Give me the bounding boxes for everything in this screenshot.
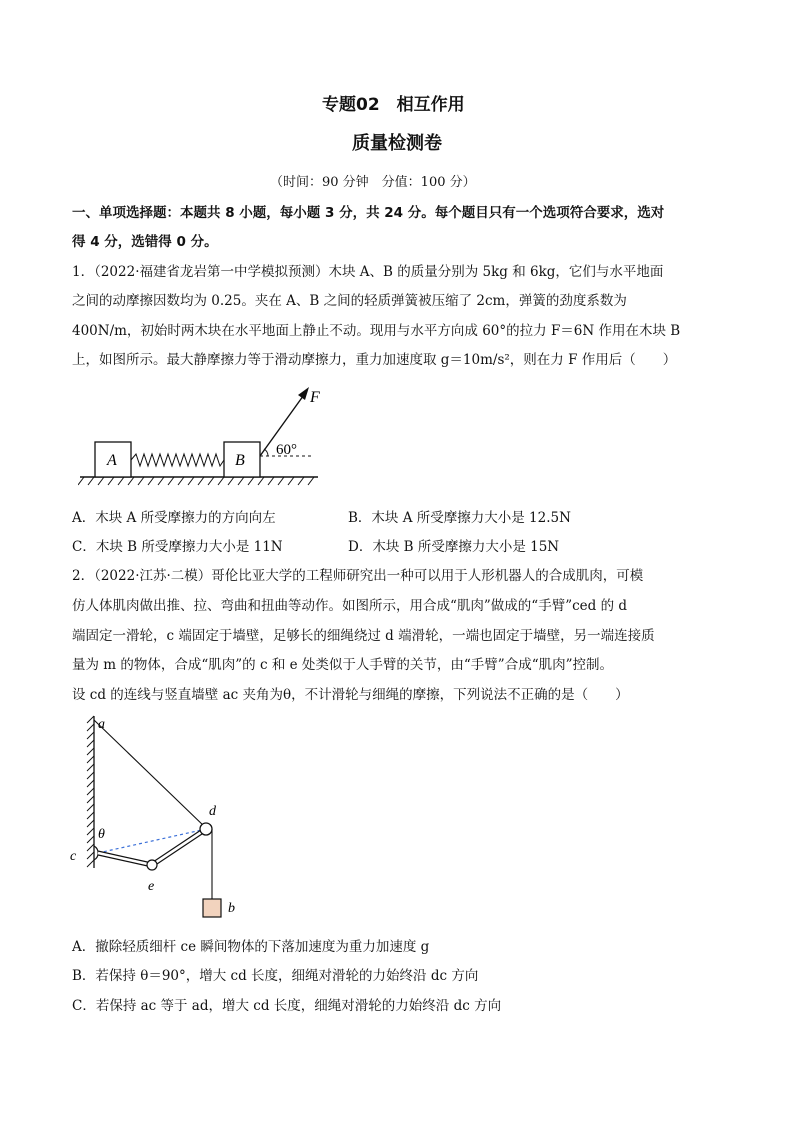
- rope-a-to-d: [94, 720, 206, 828]
- q2-option-a: A．撤除轻质细杆 ce 瞬间物体的下落加速度为重力加速度 g: [72, 939, 430, 955]
- q2-option-c: C．若保持 ac 等于 ad，增大 cd 长度，细绳对滑轮的力始终沿 dc 方向: [72, 998, 502, 1014]
- q1-text-line3: 400N/m，初始时两木块在水平地面上静止不动。现用与水平方向成 60°的拉力 F＝6N 作用在木块 B: [72, 323, 681, 339]
- block-a-label: A: [107, 452, 117, 469]
- q1-text-line1: 1．（2022·福建省龙岩第一中学模拟预测）木块 A、B 的质量分别为 5kg 和 6kg，它们与水平地面: [72, 264, 664, 280]
- wall-hatching: [87, 716, 94, 867]
- point-e-label: e: [148, 879, 155, 894]
- block-b-label: B: [235, 452, 245, 469]
- q1-option-b: B．木块 A 所受摩擦力大小是 12.5N: [348, 510, 571, 526]
- rod-ce-inner: [98, 853, 152, 865]
- point-a-label: a: [98, 717, 105, 732]
- pulley-d: [200, 823, 212, 835]
- q2-text-line5: 设 cd 的连线与竖直墙壁 ac 夹角为θ，不计滑轮与细绳的摩擦，下列说法不正确的是（ ）: [72, 687, 629, 703]
- q2-figure: [64, 712, 254, 922]
- ground-hatching: [78, 477, 314, 485]
- mass-b: [203, 899, 221, 917]
- q1-option-d: D．木块 B 所受摩擦力大小是 15N: [348, 539, 560, 555]
- q1-text-line4: 上，如图所示。最大静摩擦力等于滑动摩擦力，重力加速度取 g＝10m/s²，则在力 F 作用后（ ）: [72, 352, 677, 368]
- point-d-label: d: [209, 804, 216, 819]
- point-c-label: c: [70, 849, 77, 864]
- spring: [131, 454, 224, 466]
- section-instruction-line2: 得 4 分，选错得 0 分。: [72, 234, 218, 250]
- q1-figure: [78, 380, 323, 495]
- section-instruction-line1: 一、单项选择题：本题共 8 小题，每小题 3 分，共 24 分。每个题目只有一个选项符合要求，选对: [72, 205, 665, 221]
- q1-text-line2: 之间的动摩擦因数均为 0.25。夹在 A、B 之间的轻质弹簧被压缩了 2cm，弹簧的劲度系数为: [72, 293, 627, 309]
- rod-ed-inner: [152, 829, 206, 865]
- theta-label: θ: [98, 827, 105, 842]
- topic-title: 专题02 相互作用: [322, 95, 465, 115]
- q2-option-b: B．若保持 θ＝90°，增大 cd 长度，细绳对滑轮的力始终沿 dc 方向: [72, 968, 479, 984]
- angle-label: 60°: [276, 442, 297, 458]
- q1-option-c: C．木块 B 所受摩擦力大小是 11N: [72, 539, 283, 555]
- joint-e: [147, 860, 157, 870]
- q2-text-line4: 量为 m 的物体，合成“肌肉”的 c 和 e 处类似于人手臂的关节，由“手臂”合成“肌肉”控制。: [72, 657, 614, 673]
- page-subtitle: 质量检测卷: [352, 133, 442, 154]
- force-arrow-head: [298, 387, 309, 400]
- q1-option-a: A．木块 A 所受摩擦力的方向向左: [72, 510, 276, 526]
- force-label: F: [310, 389, 320, 406]
- point-b-label: b: [228, 901, 235, 916]
- q2-text-line3: 端固定一滑轮，c 端固定于墙壁，足够长的细绳绕过 d 端滑轮，一端也固定于墙壁，另一端连接质: [72, 628, 655, 644]
- q2-text-line2: 仿人体肌肉做出推、拉、弯曲和扭曲等动作。如图所示，用合成“肌肉”做成的“手臂”ced 的 d: [72, 598, 628, 614]
- exam-meta: （时间：90 分钟 分值：100 分）: [270, 175, 476, 190]
- q2-text-line1: 2．（2022·江苏·二模）哥伦比亚大学的工程师研究出一种可以用于人形机器人的合成肌肉，可模: [72, 568, 644, 584]
